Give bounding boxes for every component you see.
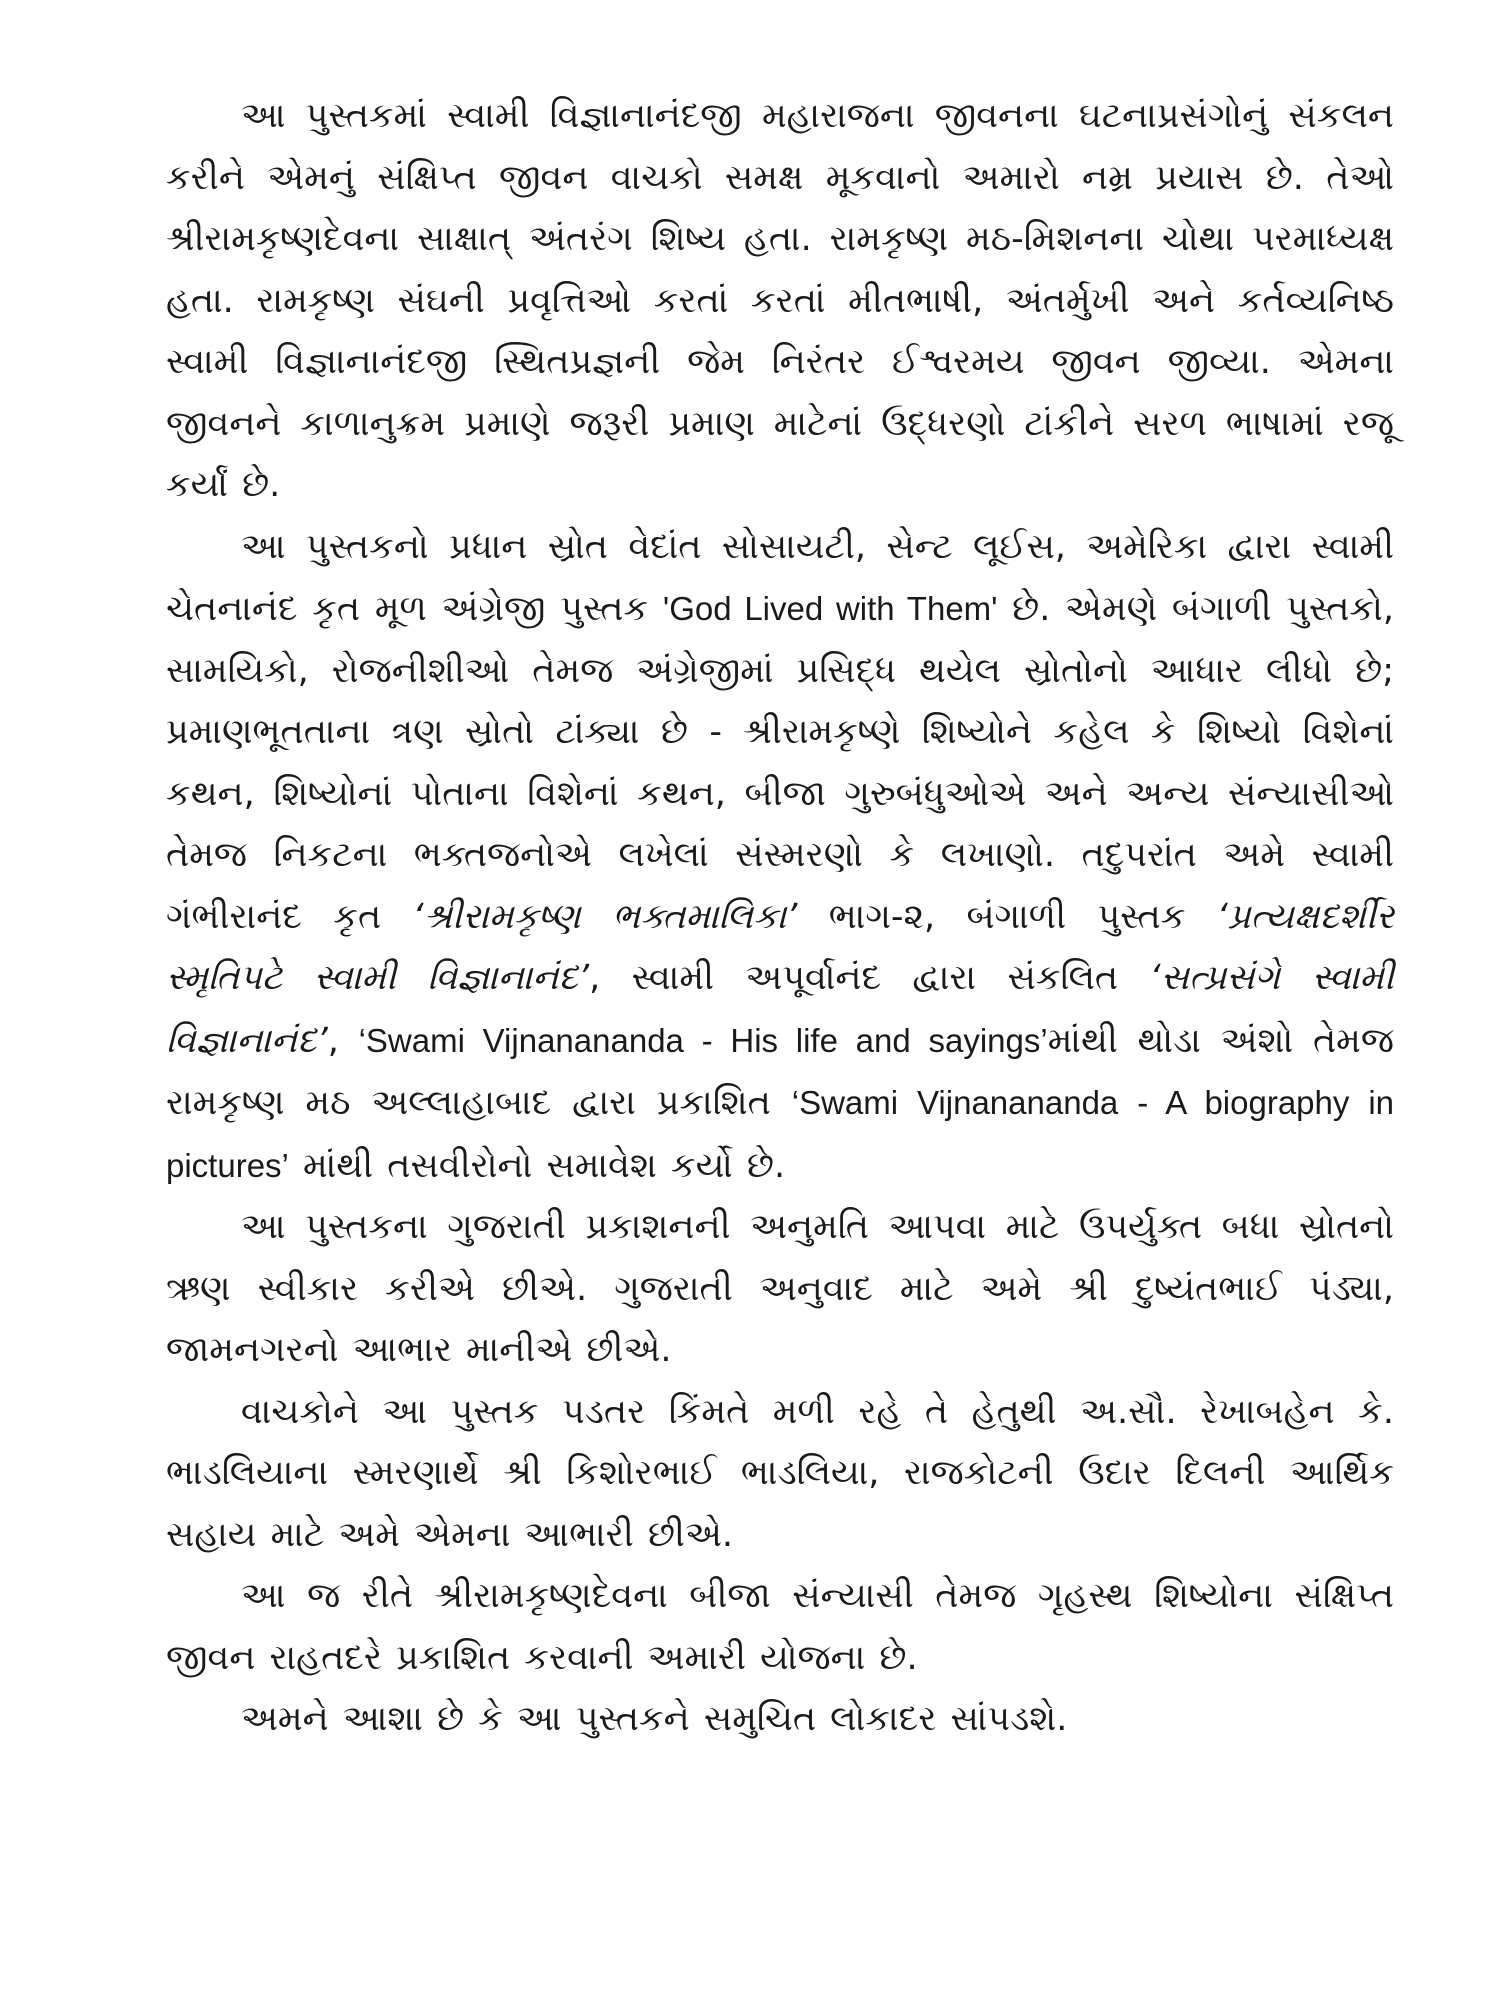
paragraph-text: આ પુસ્તકના ગુજરાતી પ્રકાશનની અનુમતિ આપવા માટે ઉપર્યુક્ત બધા સ્રોતનો ઋણ સ્વીકાર કરીએ છીએ. ગુજરાતી અનુવાદ માટે અમે શ્રી દુષ્યંતભાઈ પંડ્યા, જામનગરનો આભાર માનીએ છીએ. — [166, 1207, 1394, 1370]
paragraph-text: આ પુસ્તકમાં સ્વામી વિજ્ઞાનાનંદજી મહારાજના જીવનના ઘટનાપ્રસંગોનું સંકલન કરીને એમનું સંક્ષિપ્ત જીવન વાચકો સમક્ષ મૂકવાનો અમારો નમ્ર પ્રયાસ છે. તેઓ શ્રીરામકૃષ્ણદેવના સાક્ષાત્ અંતરંગ શિષ્ય હતા. રામકૃષ્ણ મઠ-મિશનના ચોથા પરમાધ્યક્ષ હતા. રામકૃષ્ણ સંઘની પ્રવૃત્તિઓ કરતાં કરતાં મીતભાષી, અંતર્મુખી અને કર્તવ્યનિષ્ઠ સ્વામી વિજ્ઞાનાનંદજી સ્થિતપ્રજ્ઞની જેમ નિરંતર ઈશ્વરમય જીવન જીવ્યા. એમના જીવનને કાળાનુક્રમ પ્રમાણે જરૂરી પ્રમાણ માટેનાં ઉદ્ધરણો ટાંકીને સરળ ભાષામાં રજૂ કર્યાં છે. — [166, 96, 1394, 505]
english-book-title: ‘Swami Vijnanananda - A biography in pictures’ — [166, 1084, 1394, 1184]
paragraph-text: અમને આશા છે કે આ પુસ્તકને સમુચિત લોકાદર સાંપડશે. — [241, 1699, 1068, 1739]
paragraph-text: , — [327, 1020, 359, 1061]
book-title-italic: ‘પ્રત્યક્ષદર્શીર સ્મૃતિપટે સ્વામી વિજ્ઞાનાનંદ’ — [166, 896, 1394, 998]
paragraph-donor — [166, 1382, 1394, 1567]
paragraph-sources — [166, 517, 1394, 1198]
english-book-title: ‘Swami Vijnanananda - His life and sayings’ — [358, 1021, 1048, 1059]
paragraph-intro — [166, 86, 1394, 517]
paragraph-text: આ પુસ્તકનો પ્રધાન સ્રોત વેદાંત સોસાયટી, સેન્ટ લૂઈસ, અમેરિકા દ્વારા સ્વામી ચેતનાનંદ કૃત મૂળ અંગ્રેજી પુસ્તક — [166, 526, 1394, 629]
paragraph-text: માંથી થોડા અંશો તેમજ રામકૃષ્ણ મઠ અલ્લાહાબાદ દ્વારા પ્રકાશિત — [166, 1020, 1394, 1123]
body-text — [166, 86, 1394, 1751]
paragraph-text: આ જ રીતે શ્રીરામકૃષ્ણદેવના બીજા સંન્યાસી તેમજ ગૃહસ્થ શિષ્યોના સંક્ષિપ્ત જીવન રાહતદરે પ્રકાશિત કરવાની અમારી યોજના છે. — [166, 1576, 1394, 1678]
paragraph-text: છે. એમણે બંગાળી પુસ્તકો, સામયિકો, રોજનીશીઓ તેમજ અંગ્રેજીમાં પ્રસિદ્ધ થયેલ સ્રોતોનો આધાર લીધો છે; પ્રમાણભૂતતાના ત્રણ સ્રોતો ટાંક્યા છે - શ્રીરામકૃષ્ણે શિષ્યોને કહેલ કે શિષ્યો વિશેનાં કથન, શિષ્યોનાં પોતાના વિશેનાં કથન, બીજા ગુરુબંધુઓએ અને અન્ય સંન્યાસીઓ તેમજ નિકટના ભક્તજનોએ લખેલાં સંસ્મરણો કે લખાણો. તદુપરાંત અમે સ્વામી ગંભીરાનંદ કૃત — [166, 589, 1395, 937]
english-book-title: 'God Lived with Them' — [662, 590, 998, 627]
book-title-italic: ‘સત્પ્રસંગે સ્વામી વિજ્ઞાનાનંદ’ — [166, 958, 1394, 1061]
book-title-italic: ‘શ્રીરામકૃષ્ણ ભક્તમાલિકા’ — [412, 896, 798, 937]
paragraph-text: માંથી તસવીરોનો સમાવેશ કર્યો છે. — [288, 1145, 786, 1186]
paragraph-text: વાચકોને આ પુસ્તક પડતર કિંમતે મળી રહે તે હેતુથી અ.સૌ. રેખાબહેન કે. ભાડલિયાના સ્મરણાર્થે શ્રી કિશોરભાઈ ભાડલિયા, રાજકોટની ઉદાર દિલની આર્થિક સહાય માટે અમે એમના આભારી છીએ. — [166, 1391, 1394, 1555]
paragraph-text: , સ્વામી અપૂર્વાનંદ દ્વારા સંકલિત — [589, 958, 1150, 998]
paragraph-acknowledgement — [166, 1197, 1394, 1382]
paragraph-text: ભાગ-૨, બંગાળી પુસ્તક — [797, 896, 1217, 937]
paragraph-plan — [166, 1566, 1394, 1689]
paragraph-closing — [166, 1689, 1394, 1751]
